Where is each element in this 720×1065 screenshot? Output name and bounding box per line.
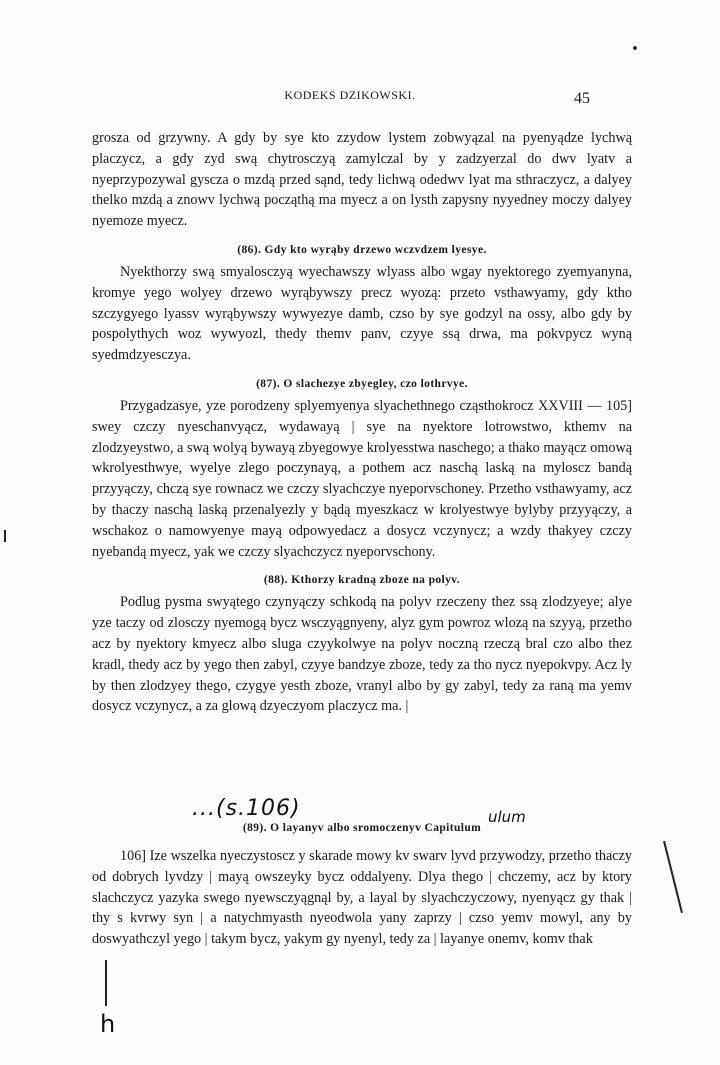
text-block [92,128,632,717]
margin-stroke-mark [663,841,683,913]
handwritten-ulum-note: ulum [488,808,526,826]
section-heading-87: (87). O slachezye zbyegley, czo lothrvye. [256,377,468,390]
paragraph-88: Podlug pysma swyątego czynyączy schkodą na polyv rzeczeny thez ssą zlodzyeye; alye yze taczy od zlosczy nyemogą bycz wsczyągnyeny, alyz gym powroz wlozą na szyyą, przetho acz by nyektory kmyecz albo sluga czyykolwye na polyv noczną rzeczą bral czo albo thez kradl, thedy acz by yego then zabyl, czyye bandzye zboze, tedy za tho nycz nyepokvpy. Acz ly by then zlodzyey thego, czygye yesth zboze, vranyl albo by gy zabyl, tedy za raną ma yemv dosycz vczynycz, a za glową dzyeczyom placzycz ma. | [92,594,632,715]
paragraph-intro: grosza od grzywny. A gdy by sye kto zzydow lystem zobwyązal na pyenyądze lychwą placzycz, a gdy zyd swą chytrosczyą zamylczal by y zadzyerzal do dwv lyatv a nyeprzypozywal gyscza o mzdą przed sąnd, tedy lichwą odedwv lyat ma sthraczycz, a dalyey thelko mzdą a znowv lychwą począthą ma myecz a on lysth zapysny nyyedney moczy dalyey nyemoze myecz. [92,130,632,230]
section-heading-89: (89). O layanyv albo sromoczenyv Capitulum [242,822,482,834]
ink-dot [633,46,637,50]
section-heading-88: (88). Kthorzy kradną zboze na polyv. [263,574,461,587]
section-heading-86: (86). Gdy kto wyrąby drzewo wczvdzem lyesye. [237,243,487,256]
handwritten-page-note: ...(s.106) [192,796,301,821]
running-head: KODEKS DZIKOWSKI. [284,88,416,102]
paragraph-86: Nyekthorzy swą smyalosczyą wyechawszy wlyass albo wgay nyektorego zyemyanyna, kromye yego wolyey drzewo wyrąbywszy precz wyozą: przeto vsthawyamy, gdy ktho szczygyego lyassv wyrąbywszy wywyezye damb, czso by sye godzyl na ossy, albo gdy by pospolythych woz wywyozl, thedy themv panv, czyye ssą drwa, ma pokvpycz wyną syedmdzyesczya. [92,263,632,364]
edge-mark [4,530,6,542]
text-block-89 [92,822,632,950]
vertical-stroke-mark [105,960,107,1006]
handwritten-letter-h: h [100,1010,116,1038]
paragraph-89: 106] Ize wszelka nyeczystoscz y skarade mowy kv swarv lyvd przywodzy, przetho thaczy od dobrych lyvdzy | mayą owszeyky bycz oddalyeny. Dlya thego | chczemy, acz by ktory slachczycz yazyka swego nyewsczyągnąl by, a layal by slyachczyczowy, nyenyącz gy thak | thy s kvrwy syn | a natychmyasth nyeodwola yany zaprzy | czso yemv mowyl, any by doswyathczyl yego | takym bycz, yakym gy nyenyl, tedy za | layanye onemv, komv thak [92,848,632,948]
page-number: 45 [574,90,590,107]
paragraph-87: Przygadzasye, yze porodzeny splyemyenya slyachethnego cząsthokrocz XXVIII — 105] swey czczy nyeschanvyącz, wydawayą | sye na nyektore lotrowstwo, kthemv na zlodzyeystwo, a swą wolyą bywayą zbyegowye krolyesstwa naschego; a thako mayącz omową wkrolyesthwye, wyelye zlego poczynayą, a pothem acz naschą laską na myloscz bandą przyyączy, chczą sye rownacz we czczy slyachczye nyeporvschoney. Przetho vsthawyamy, acz by thaczy naschą laską przenalyezly y bądą myeszkacz w krolyestwye bylyby przyyączy, a wschakoz o namowyenye mayą odpowyedacz a dosycz vczynycz; a wzdy thakyey czczy nyebandą myecz, yak we czczy slyachczycz nyeporvschony. [92,397,632,560]
